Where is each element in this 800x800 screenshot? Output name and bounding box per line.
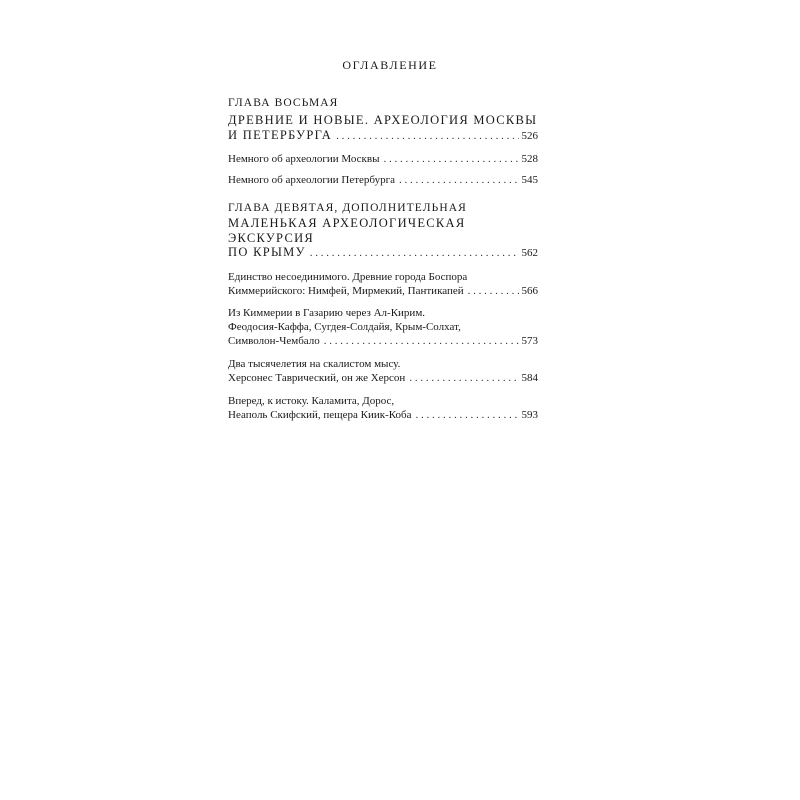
page-number: 566 <box>521 284 538 297</box>
toc-entry-text: Неаполь Скифский, пещера Киик-Коба <box>228 408 412 421</box>
chapter-title-last-line <box>228 128 538 144</box>
chapter-title-line: ДРЕВНИЕ И НОВЫЕ. АРХЕОЛОГИЯ МОСКВЫ <box>228 113 538 127</box>
toc-entry-line <box>228 334 538 348</box>
page-number: 526 <box>521 129 538 142</box>
leader-dots <box>416 408 519 422</box>
chapter-label: ГЛАВА ВОСЬМАЯ <box>228 97 339 109</box>
page-number: 528 <box>521 153 538 165</box>
page-number: 545 <box>521 174 538 186</box>
leader-dots <box>336 129 518 144</box>
chapter-title[interactable] <box>228 113 538 143</box>
leader-dots <box>324 334 519 348</box>
table-of-contents <box>228 97 538 422</box>
chapter-title-line: ПО КРЫМУ <box>228 245 306 259</box>
toc-entry-text: Из Киммерии в Газарию через Ал-Кирим. <box>228 306 426 319</box>
toc-entry-text: Киммерийского: Нимфей, Мирмекий, Пантикапей <box>228 284 464 297</box>
leader-dots <box>383 152 518 166</box>
chapter-title[interactable] <box>228 216 538 261</box>
toc-entry[interactable] <box>228 357 538 385</box>
toc-entry[interactable] <box>228 173 538 187</box>
toc-entry[interactable] <box>228 394 538 422</box>
page-number: 584 <box>521 371 538 384</box>
toc-entry-text: Немного об археологии Петербурга <box>228 174 395 186</box>
chapter-label: ГЛАВА ДЕВЯТАЯ, ДОПОЛНИТЕЛЬНАЯ <box>228 202 467 214</box>
toc-heading: ОГЛАВЛЕНИЕ <box>342 58 438 72</box>
leader-dots <box>409 371 518 385</box>
chapter-title-line: МАЛЕНЬКАЯ АРХЕОЛОГИЧЕСКАЯ ЭКСКУРСИЯ <box>228 216 466 245</box>
toc-entry-line <box>228 173 538 187</box>
toc-entry[interactable] <box>228 306 538 348</box>
toc-entry-text: Символон-Чембало <box>228 334 320 347</box>
toc-entry-text: Херсонес Таврический, он же Херсон <box>228 371 406 384</box>
toc-entry[interactable] <box>228 152 538 166</box>
toc-entry-text: Единство несоединимого. Древние города Боспора <box>228 270 468 283</box>
chapter-title-last-line <box>228 245 538 261</box>
toc-entry-line <box>228 408 538 422</box>
toc-entry-line <box>228 152 538 166</box>
page-number: 593 <box>521 408 538 421</box>
page-number: 573 <box>521 334 538 347</box>
toc-entry-text: Вперед, к истоку. Каламита, Дорос, <box>228 394 395 407</box>
toc-entry-text: Два тысячелетия на скалистом мысу. <box>228 357 401 370</box>
toc-entry-line <box>228 371 538 385</box>
leader-dots <box>468 284 519 298</box>
toc-entry-line <box>228 284 538 298</box>
page-number: 562 <box>521 247 538 259</box>
leader-dots <box>399 173 519 187</box>
leader-dots <box>310 246 519 261</box>
chapter-9 <box>228 202 538 422</box>
toc-entry[interactable] <box>228 270 538 298</box>
chapter-8 <box>228 97 538 187</box>
toc-entry-text: Немного об археологии Москвы <box>228 153 380 165</box>
toc-entry-text: Феодосия-Каффа, Сугдея-Солдайя, Крым-Солхат, <box>228 320 461 333</box>
chapter-title-line: И ПЕТЕРБУРГА <box>228 127 333 142</box>
